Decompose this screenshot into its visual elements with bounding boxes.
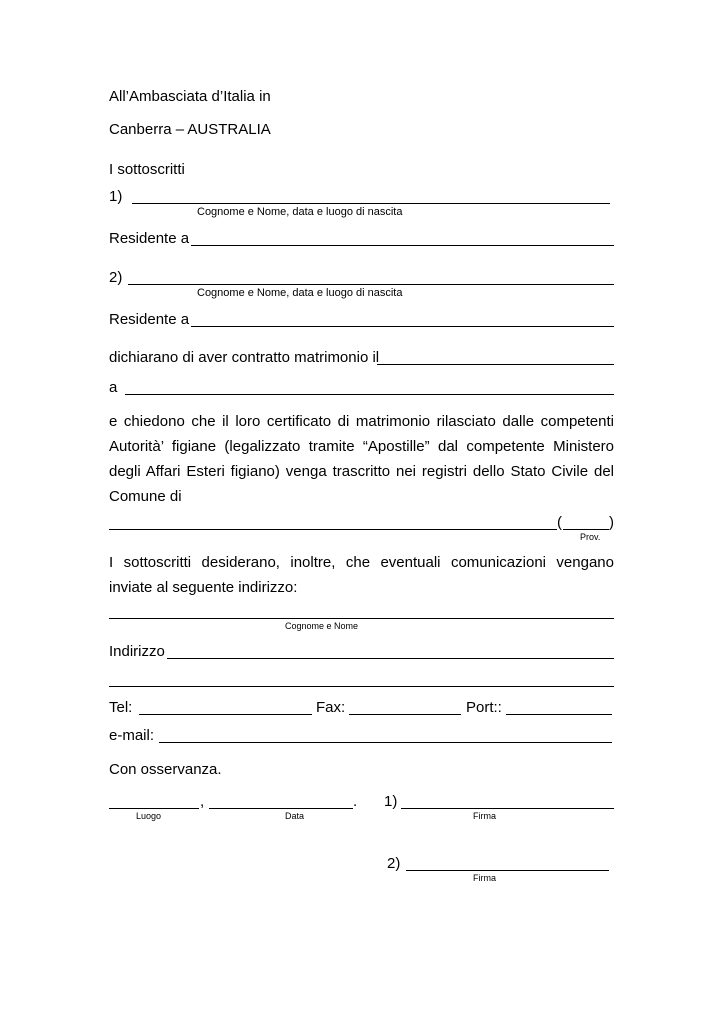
address-field-line2[interactable] [109, 686, 614, 687]
person2-name-field[interactable] [128, 284, 614, 285]
date-caption: Data [285, 811, 305, 821]
signature1-number: 1) [384, 793, 398, 810]
date-field[interactable] [209, 808, 353, 809]
tel-label: Tel: [109, 699, 133, 716]
address-field-line1[interactable] [167, 658, 614, 659]
signature2-caption: Firma [473, 873, 496, 883]
port-field[interactable] [506, 714, 612, 715]
contact-name-field[interactable] [109, 618, 614, 619]
prov-caption: Prov. [580, 532, 601, 542]
person2-caption: Cognome e Nome, data e luogo di nascita [197, 287, 403, 299]
person1-number: 1) [109, 188, 123, 205]
tel-field[interactable] [139, 714, 312, 715]
person1-residence-field[interactable] [191, 245, 614, 246]
contact-name-caption: Cognome e Nome [285, 621, 359, 631]
signature1-field[interactable] [401, 808, 614, 809]
person1-caption: Cognome e Nome, data e luogo di nascita [197, 206, 403, 218]
place-comma: , [200, 793, 205, 810]
person1-name-field[interactable] [132, 203, 610, 204]
prov-field[interactable] [563, 529, 609, 530]
email-field[interactable] [159, 742, 612, 743]
intro-text: I sottoscritti [109, 161, 185, 178]
fax-field[interactable] [349, 714, 461, 715]
signature1-caption: Firma [473, 811, 496, 821]
signature2-field[interactable] [406, 870, 609, 871]
port-label: Port:: [466, 699, 502, 716]
request-paragraph: e chiedono che il loro certificato di matrimonio rilasciato dalle competenti Autorità’ figiane (legalizzato tramite “Apostille” dal competente Ministero degli Affari Esteri figiano) venga trascritto nei registri dello Stato Civile del Comune di [109, 413, 614, 505]
marriage-place-field[interactable] [125, 394, 614, 395]
marriage-place-label: a [109, 379, 118, 396]
closing-text: Con osservanza. [109, 761, 222, 778]
prov-open-paren: ( [557, 514, 562, 531]
marriage-date-label: dichiarano di aver contratto matrimonio il [109, 349, 380, 366]
person2-residence-label: Residente a [109, 311, 190, 328]
address-label: Indirizzo [109, 643, 165, 660]
person2-residence-field[interactable] [191, 326, 614, 327]
comune-field[interactable] [109, 529, 557, 530]
marriage-date-field[interactable] [377, 364, 614, 365]
person2-number: 2) [109, 269, 123, 286]
date-period: . [353, 793, 358, 810]
signature2-number: 2) [387, 855, 401, 872]
place-caption: Luogo [136, 811, 162, 821]
addressee-line-1: All’Ambasciata d’Italia in [109, 88, 271, 105]
place-field[interactable] [109, 808, 199, 809]
fax-label: Fax: [316, 699, 346, 716]
prov-close-paren: ) [609, 514, 614, 531]
person1-residence-label: Residente a [109, 230, 190, 247]
email-label: e-mail: [109, 727, 155, 744]
communications-paragraph: I sottoscritti desiderano, inoltre, che eventuali comunicazioni vengano inviate al seguente indirizzo: [109, 554, 614, 596]
addressee-line-2: Canberra – AUSTRALIA [109, 121, 271, 138]
